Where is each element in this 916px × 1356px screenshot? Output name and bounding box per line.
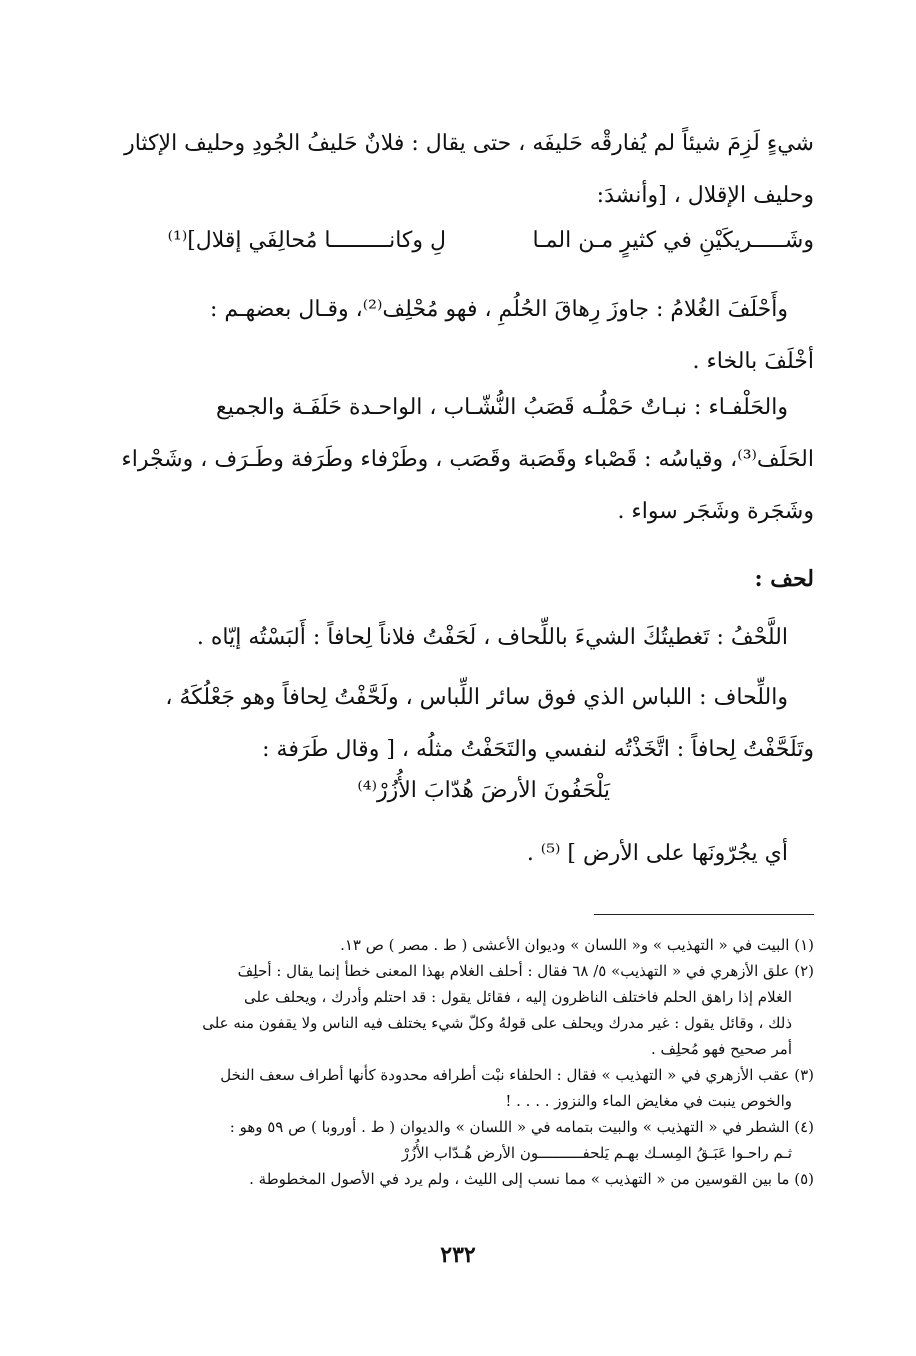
paragraph-ahlafa [92,284,814,388]
footnote-2-cont: الغلام إذا راهق الحلم فاختلف الناظرون إليه ، فقائل يقول : قد احتلم وأدرك ، ويحلف على [243,988,792,1006]
verse-tarafa: يَلْحَفُونَ الأرضَ هُدّابَ الأُزُرْ⁽⁴⁾ [357,778,610,803]
entry-heading: لحف : [754,566,814,592]
text-line: وشَجَرة وشَجَر سواء . [617,499,814,524]
footnote-5: (٥) ما بين القوسين من « التهذيب » مما نسب إلى الليث ، ولم يرد في الأصول المخطوطة . [249,1170,814,1188]
text-line: أي يجُرّونَها على الأرض ] ⁽⁵⁾ . [526,841,788,866]
paragraph-lahf [92,612,814,664]
paragraph-hilf [92,118,814,222]
footnote-separator [594,914,814,915]
text-line: والحَلْفـاء : نبـاتٌ حَمْلُـه قَصَبُ النُّشّـاب ، الواحـدة حَلَفَـة والجميع [216,395,788,420]
paragraph-closing [92,828,814,880]
footnote-3: (٣) عقب الأزهري في « التهذيب » فقال : الحلفاء نبْت أطرافه محدودة كأنها أطراف سعف النخل [220,1066,814,1084]
footnote-3-cont: والخوص ينبت في مغايض الماء والنزوز . . . . ! [505,1092,792,1110]
verse-right-hemistich: وشَـــــريكَيْنِ في كثيرٍ مـن المـا [532,228,814,253]
text-line: اللَّحْفُ : تَغطيتُكَ الشيءَ باللِّحاف ، لَحَفْتُ فلاناً لِحافاً : أَلبَسْتُه إيّاه . [196,625,788,650]
footnote-2: (٢) علق الأزهري في « التهذيب» ٥/ ٦٨ فقال : أحلف الغلام بهذا المعنى خطأ إنما يقال : أحلِفَ [237,962,814,980]
footnote-2-cont: ذلك ، وقائل يقول : غير مدرك ويحلف على قولهُ وكلّ شيء يختلف فيه الناس ولا يقفون منه على [202,1014,792,1032]
verse-left-hemistich: لِ وكانـــــــــا مُحالِفَي إقلال]⁽¹⁾ [167,228,446,253]
text-line: وتَلَحَّفْتُ لِحافاً : اتَّخَذْتُه لنفسي والتَحَفْتُ مثلُه ، [ وقال طَرَفة : [262,737,814,762]
footnote-1: (١) البيت في « التهذيب » و« اللسان » وديوان الأعشى ( ط . مصر ) ص ١٣. [340,936,814,954]
footnote-4-verse: ثـم راحـوا عَبَـقُ المِسـك بهـم يَلحفــــــــــون الأرض هُـدّاب الأُزُرْ [401,1144,792,1162]
footnotes [92,932,814,1192]
footnote-2-cont: أمر صحيح فهو مُحلِف . [651,1040,792,1058]
page-number: ٢٣٢ [440,1242,476,1268]
paragraph-lihaf [92,672,814,776]
footnote-4: (٤) الشطر في « التهذيب » والبيت بتمامه في « اللسان » والديوان ( ط . أوروبا ) ص ٥٩ وهو : [229,1118,814,1136]
text-line: الحَلَف⁽³⁾، وقياسُه : قَصْباء وقَصَبة وقَصَب ، وطَرْفاء وطَرَفة وطَـرَف ، وشَجْراء [121,447,814,472]
text-line: شيءٍ لَزِمَ شيئاً لم يُفارقْه حَليفَه ، حتى يقال : فلانٌ حَليفُ الجُودِ وحليف الإكثار [124,131,814,156]
text-line: وحليف الإقلال ، [وأنشدَ: [596,183,814,208]
text-line: وأَحْلَفَ الغُلامُ : جاوزَ رِهاقَ الحُلُمِ ، فهو مُحْلِف⁽²⁾، وقـال بعضهـم : [209,297,788,322]
paragraph-halfa [92,382,814,538]
text-line: واللِّحاف : اللباس الذي فوق سائر اللِّباس ، ولَحَّفْتُ لِحافاً وهو جَعْلُكَهُ ، [165,685,788,710]
text-line: أخْلَفَ بالخاء . [692,349,814,374]
